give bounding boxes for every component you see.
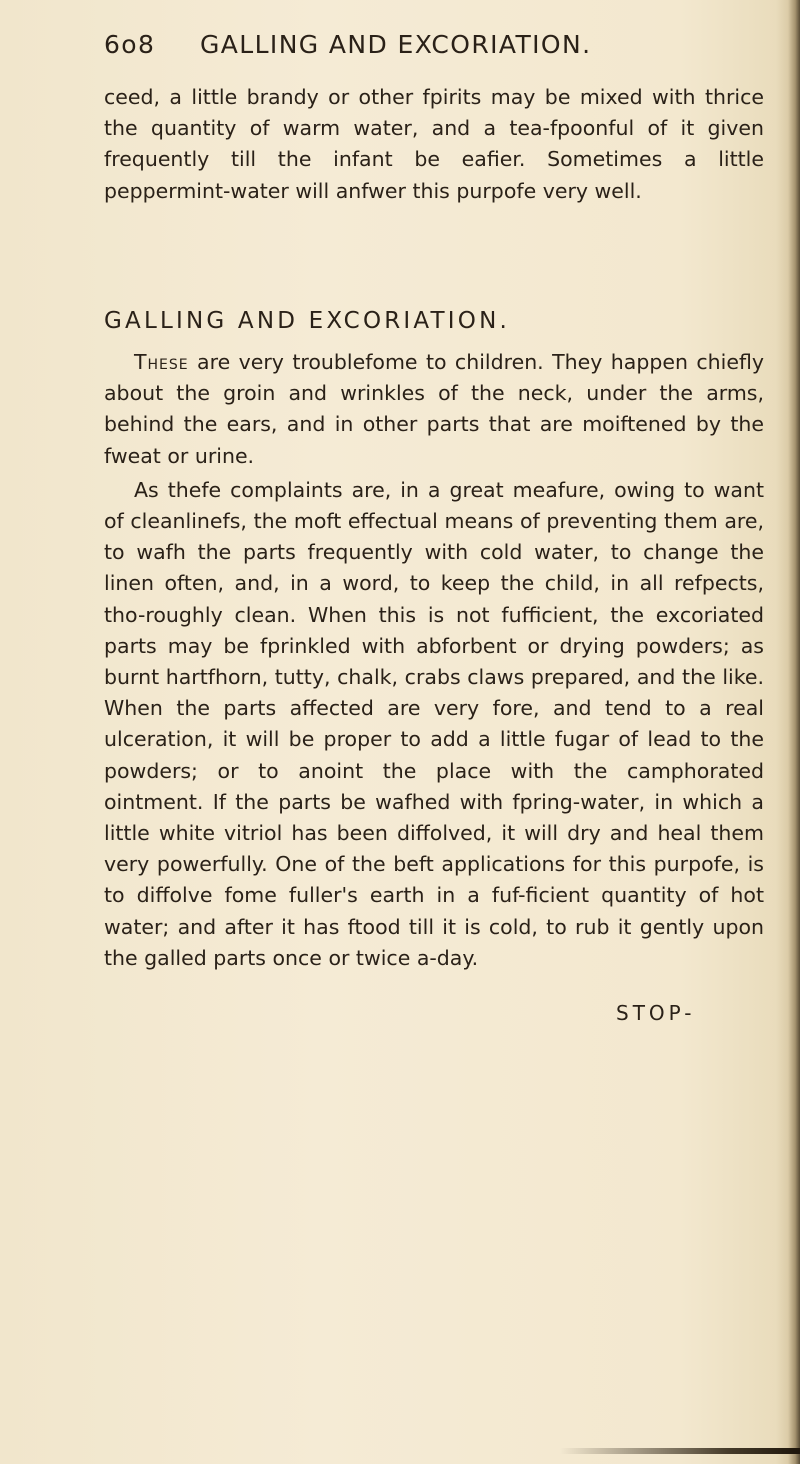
intro-text-block — [104, 82, 764, 207]
page-edge-shadow — [788, 0, 800, 1464]
intro-paragraph: ceed, a little brandy or other fpirits may be mixed with thrice the quantity of warm water, and a tea-fpoonful of it given frequently till the infant be eafier. Sometimes a little peppermint-water will anfwer this purpofe very well. — [104, 85, 764, 203]
running-title: GALLING AND EXCORIATION. — [200, 30, 592, 59]
catchword: STOP- — [616, 1001, 696, 1025]
paragraph-text: are very troublefome to children. They happen chiefly about the groin and wrinkles of the neck, under the arms, behind the ears, and in other parts that are moiftened by the fweat or urine. — [104, 350, 764, 468]
body-paragraph-1 — [104, 347, 764, 472]
page-bottom-edge — [560, 1448, 800, 1454]
section-body — [104, 347, 764, 974]
paragraph-lead-word: As — [134, 477, 159, 502]
section-heading: GALLING AND EXCORIATION. — [104, 308, 511, 334]
paragraph-lead-word: These — [134, 350, 189, 374]
running-head — [104, 30, 744, 74]
body-paragraph-2 — [104, 475, 764, 974]
page-number: 6o8 — [104, 30, 156, 59]
paragraph-text: thefe complaints are, in a great meafure, owing to want of cleanlinefs, the moft effectual means of preventing them are, to wafh the parts frequently with cold water, to change the linen often, and, in a word, to keep the child, in all refpects, tho-roughly clean. When this is not fufficient, the excoriated parts may be fprinkled with abforbent or drying powders; as burnt hartfhorn, tutty, chalk, crabs claws prepared, and the like. When the parts affected are very fore, and tend to a real ulceration, it will be proper to add a little fugar of lead to the powders; or to anoint the place with the camphorated ointment. If the parts be wafhed with fpring-water, in which a little white vitriol has been diffolved, it will dry and heal them very powerfully. One of the beft applications for this purpofe, is to diffolve fome fuller's earth in a fuf-ficient quantity of hot water; and after it has ftood till it is cold, to rub it gently upon the galled parts once or twice a-day. — [104, 477, 764, 970]
